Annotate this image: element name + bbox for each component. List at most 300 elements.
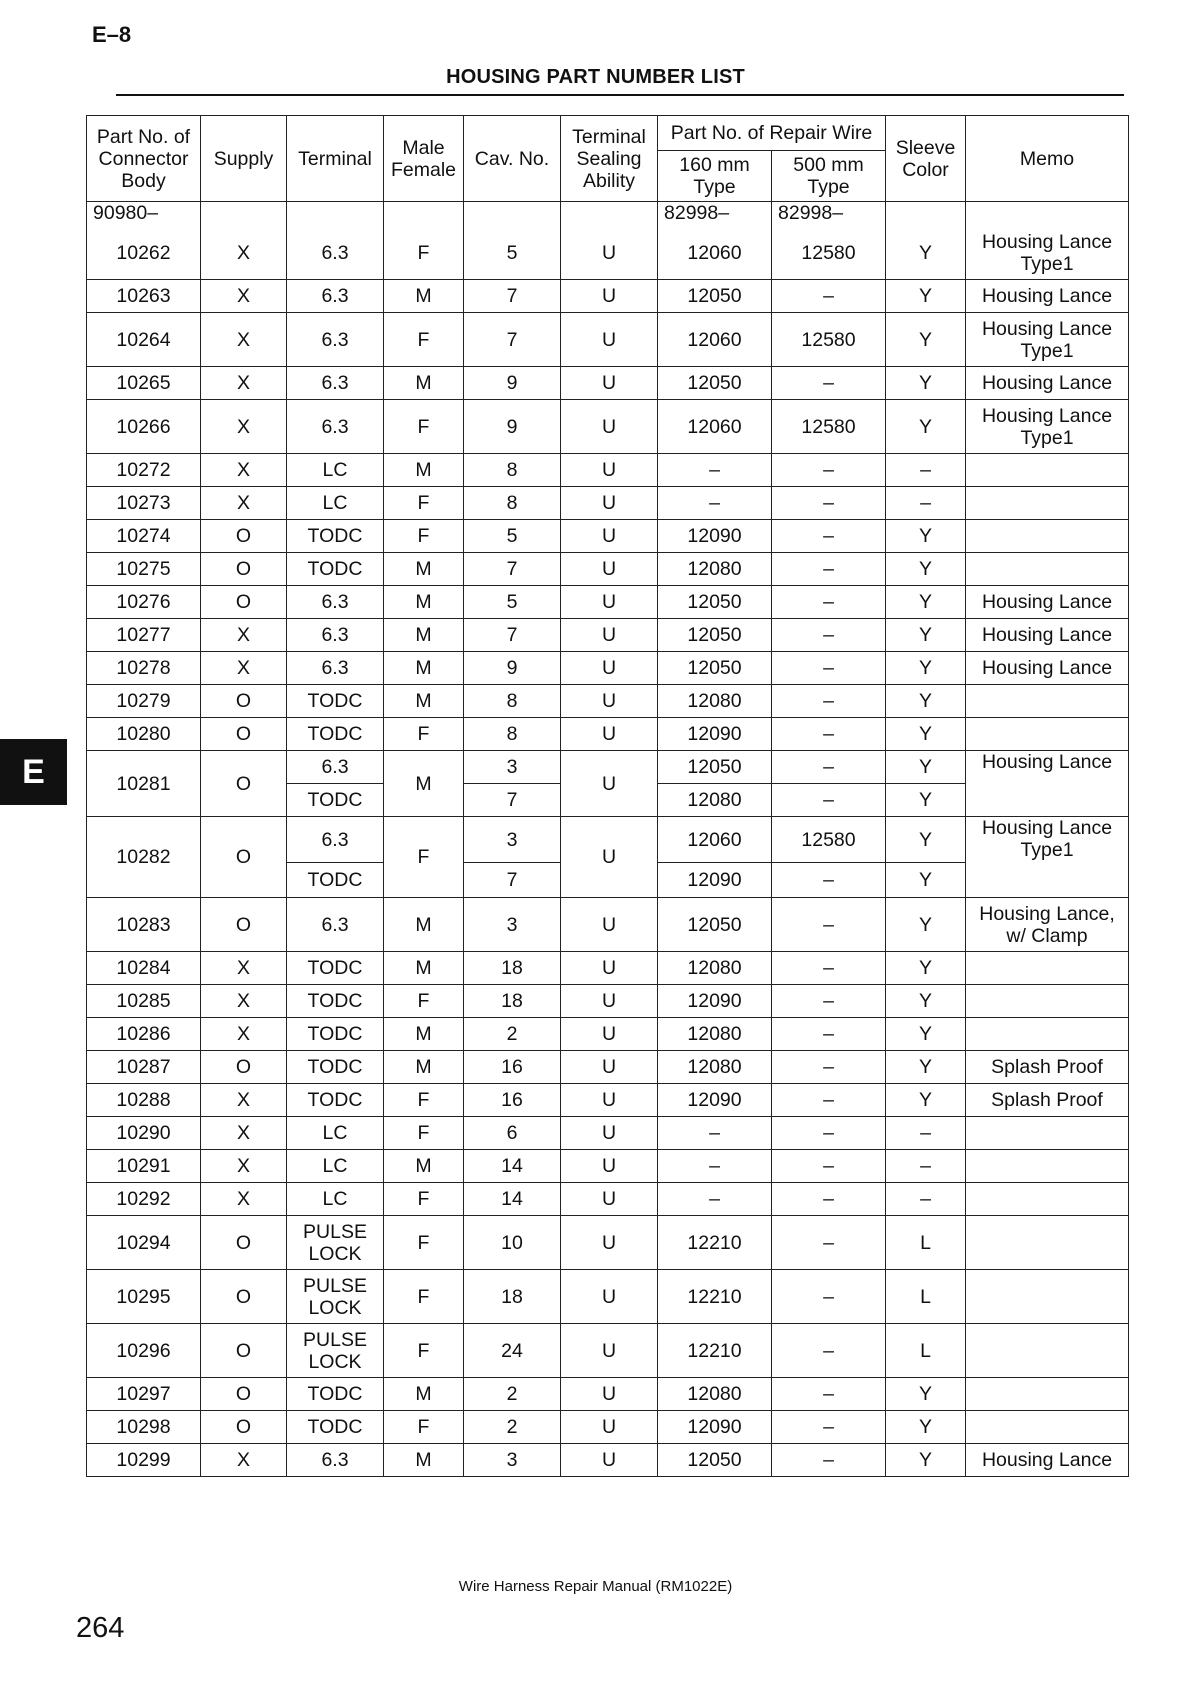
- cell-memo: [966, 1216, 1129, 1270]
- cell-sealing: U: [561, 898, 658, 952]
- header-memo: Memo: [966, 116, 1129, 202]
- table-row: [87, 520, 1129, 553]
- prefix-row: [87, 202, 1129, 227]
- table-row: [87, 952, 1129, 985]
- cell-memo: [966, 685, 1129, 718]
- cell-part-no: 10291: [87, 1150, 201, 1183]
- cell-part-no: 10297: [87, 1378, 201, 1411]
- cell-memo: [966, 487, 1129, 520]
- table-body: [87, 202, 1129, 1477]
- cell-cav-no: 8: [464, 685, 561, 718]
- cell-sealing: U: [561, 817, 658, 898]
- cell-wire-160: 12060: [658, 400, 772, 454]
- cell-sleeve-color: –: [886, 487, 966, 520]
- cell-wire-500: –: [772, 718, 886, 751]
- cell-cav-no: 8: [464, 718, 561, 751]
- cell-cav-no: 3: [464, 817, 561, 863]
- cell-terminal: TODC: [287, 520, 384, 553]
- memo-line: Housing Lance: [981, 317, 1113, 340]
- cell-wire-500: –: [772, 784, 886, 817]
- cell-part-no: 10298: [87, 1411, 201, 1444]
- cell-male-female: F: [384, 1117, 464, 1150]
- cell-sleeve-color: Y: [886, 586, 966, 619]
- memo-line: Housing Lance: [981, 1449, 1113, 1471]
- cell-sealing: U: [561, 1411, 658, 1444]
- cell-wire-160: 12080: [658, 1378, 772, 1411]
- cell-male-female: F: [384, 1270, 464, 1324]
- cell-sleeve-color: Y: [886, 1051, 966, 1084]
- cell-supply: X: [201, 1183, 287, 1216]
- cell-terminal: 6.3: [287, 817, 384, 863]
- cell-part-no: 10264: [87, 313, 201, 367]
- memo-line: Housing Lance: [981, 751, 1113, 773]
- cell-wire-160: 12050: [658, 586, 772, 619]
- cell-sealing: U: [561, 985, 658, 1018]
- cell-wire-160: 12210: [658, 1324, 772, 1378]
- cell-memo: [966, 226, 1129, 280]
- memo-line: w/ Clamp: [1006, 924, 1088, 947]
- cell-wire-160: 12060: [658, 313, 772, 367]
- cell-terminal: TODC: [287, 1018, 384, 1051]
- header-wire-500: 500 mm Type: [772, 151, 886, 202]
- cell-supply: O: [201, 1378, 287, 1411]
- cell-terminal: 6.3: [287, 400, 384, 454]
- cell-wire-160: 12050: [658, 751, 772, 784]
- cell-male-female: F: [384, 718, 464, 751]
- cell-sleeve-color: Y: [886, 1084, 966, 1117]
- cell-wire-500: –: [772, 1117, 886, 1150]
- header-repair-wire: Part No. of Repair Wire: [658, 116, 886, 151]
- table-row: [87, 553, 1129, 586]
- cell-male-female: M: [384, 1150, 464, 1183]
- cell-cav-no: 9: [464, 367, 561, 400]
- table-row: [87, 313, 1129, 367]
- cell-male-female: M: [384, 751, 464, 817]
- cell-sleeve-color: Y: [886, 952, 966, 985]
- cell-wire-500: –: [772, 520, 886, 553]
- cell-male-female: M: [384, 1018, 464, 1051]
- table-row: [87, 652, 1129, 685]
- cell-terminal: [287, 1270, 384, 1324]
- cell-part-no: 10275: [87, 553, 201, 586]
- cell-terminal: TODC: [287, 1411, 384, 1444]
- cell-supply: O: [201, 1216, 287, 1270]
- cell-memo: [966, 985, 1129, 1018]
- memo-line: Housing Lance: [981, 657, 1113, 679]
- memo-line: Housing Lance,: [979, 902, 1115, 925]
- header-sealing: Terminal Sealing Ability: [561, 116, 658, 202]
- prefix-wire-500: 82998–: [772, 202, 886, 227]
- cell-sleeve-color: Y: [886, 898, 966, 952]
- cell-male-female: F: [384, 1324, 464, 1378]
- cell-sleeve-color: L: [886, 1324, 966, 1378]
- cell-wire-160: –: [658, 1183, 772, 1216]
- memo-line: Type1: [1020, 839, 1074, 861]
- cell-sleeve-color: Y: [886, 751, 966, 784]
- cell-male-female: F: [384, 817, 464, 898]
- cell-terminal: 6.3: [287, 898, 384, 952]
- cell-male-female: F: [384, 400, 464, 454]
- cell-wire-160: 12090: [658, 985, 772, 1018]
- page-title: HOUSING PART NUMBER LIST: [446, 66, 745, 88]
- cell-memo: [966, 652, 1129, 685]
- table-row: [87, 1150, 1129, 1183]
- table-row: [87, 400, 1129, 454]
- cell-sealing: U: [561, 1324, 658, 1378]
- cell-wire-500: –: [772, 1051, 886, 1084]
- cell-part-no: 10273: [87, 487, 201, 520]
- cell-wire-160: –: [658, 1117, 772, 1150]
- cell-wire-160: 12090: [658, 863, 772, 898]
- cell-sealing: U: [561, 952, 658, 985]
- cell-supply: X: [201, 400, 287, 454]
- table-row: [87, 985, 1129, 1018]
- cell-sealing: U: [561, 454, 658, 487]
- cell-male-female: M: [384, 685, 464, 718]
- cell-wire-160: 12080: [658, 1018, 772, 1051]
- cell-male-female: M: [384, 1378, 464, 1411]
- cell-memo: [966, 898, 1129, 952]
- cell-male-female: M: [384, 1444, 464, 1477]
- cell-sealing: U: [561, 1117, 658, 1150]
- cell-sleeve-color: –: [886, 1150, 966, 1183]
- table-row: [87, 1018, 1129, 1051]
- cell-wire-500: –: [772, 1216, 886, 1270]
- table-row: [87, 1324, 1129, 1378]
- cell-sleeve-color: Y: [886, 553, 966, 586]
- cell-part-no: 10296: [87, 1324, 201, 1378]
- cell-part-no: 10292: [87, 1183, 201, 1216]
- cell-sealing: U: [561, 226, 658, 280]
- cell-supply: X: [201, 454, 287, 487]
- cell-supply: O: [201, 1411, 287, 1444]
- memo-line: Splash Proof: [991, 1056, 1103, 1078]
- cell-wire-160: 12050: [658, 280, 772, 313]
- cell-terminal: 6.3: [287, 652, 384, 685]
- table-row: [87, 718, 1129, 751]
- memo-line: Type1: [1020, 252, 1074, 275]
- cell-supply: O: [201, 520, 287, 553]
- cell-cav-no: 16: [464, 1084, 561, 1117]
- cell-male-female: M: [384, 367, 464, 400]
- cell-sleeve-color: Y: [886, 652, 966, 685]
- cell-part-no: 10262: [87, 226, 201, 280]
- cell-memo: [966, 520, 1129, 553]
- title-rule: [116, 94, 1124, 96]
- cell-sealing: U: [561, 1018, 658, 1051]
- cell-memo: [966, 280, 1129, 313]
- cell-cav-no: 5: [464, 520, 561, 553]
- cell-cav-no: 18: [464, 985, 561, 1018]
- header-sleeve-color: Sleeve Color: [886, 116, 966, 202]
- cell-part-no: 10286: [87, 1018, 201, 1051]
- cell-terminal: 6.3: [287, 1444, 384, 1477]
- cell-sealing: U: [561, 313, 658, 367]
- cell-supply: X: [201, 619, 287, 652]
- cell-male-female: M: [384, 952, 464, 985]
- cell-wire-500: 12580: [772, 817, 886, 863]
- cell-memo: [966, 586, 1129, 619]
- cell-sealing: U: [561, 367, 658, 400]
- cell-sealing: U: [561, 718, 658, 751]
- table-row: [87, 619, 1129, 652]
- cell-sealing: U: [561, 400, 658, 454]
- cell-cav-no: 8: [464, 487, 561, 520]
- cell-wire-500: 12580: [772, 400, 886, 454]
- header-part-no: Part No. of Connector Body: [87, 116, 201, 202]
- cell-memo: [966, 454, 1129, 487]
- cell-male-female: M: [384, 652, 464, 685]
- cell-cav-no: 3: [464, 751, 561, 784]
- cell-supply: X: [201, 952, 287, 985]
- cell-wire-500: –: [772, 952, 886, 985]
- cell-wire-160: 12050: [658, 898, 772, 952]
- cell-sleeve-color: L: [886, 1216, 966, 1270]
- cell-cav-no: 6: [464, 1117, 561, 1150]
- table-row: [87, 817, 1129, 863]
- cell-wire-160: 12050: [658, 619, 772, 652]
- cell-male-female: M: [384, 586, 464, 619]
- cell-sealing: U: [561, 1150, 658, 1183]
- cell-terminal: TODC: [287, 1084, 384, 1117]
- cell-part-no: 10294: [87, 1216, 201, 1270]
- cell-cav-no: 3: [464, 1444, 561, 1477]
- cell-sleeve-color: Y: [886, 1411, 966, 1444]
- header-cav-no: Cav. No.: [464, 116, 561, 202]
- cell-sleeve-color: Y: [886, 1018, 966, 1051]
- cell-terminal: LC: [287, 1150, 384, 1183]
- cell-wire-500: –: [772, 1183, 886, 1216]
- cell-wire-500: –: [772, 898, 886, 952]
- table-row: [87, 685, 1129, 718]
- cell-terminal: [287, 1216, 384, 1270]
- cell-supply: O: [201, 586, 287, 619]
- cell-sleeve-color: Y: [886, 863, 966, 898]
- cell-cav-no: 7: [464, 863, 561, 898]
- memo-line: Type1: [1020, 339, 1074, 362]
- cell-part-no: 10282: [87, 817, 201, 898]
- cell-terminal: TODC: [287, 985, 384, 1018]
- cell-memo: [966, 952, 1129, 985]
- cell-terminal: TODC: [287, 863, 384, 898]
- cell-cav-no: 14: [464, 1183, 561, 1216]
- cell-sleeve-color: Y: [886, 367, 966, 400]
- prefix-part-no: 90980–: [87, 202, 201, 227]
- cell-part-no: 10299: [87, 1444, 201, 1477]
- cell-cav-no: 10: [464, 1216, 561, 1270]
- cell-supply: X: [201, 367, 287, 400]
- cell-sealing: U: [561, 751, 658, 817]
- cell-cav-no: 7: [464, 313, 561, 367]
- cell-cav-no: 5: [464, 586, 561, 619]
- cell-wire-160: 12080: [658, 1051, 772, 1084]
- cell-supply: X: [201, 1117, 287, 1150]
- cell-terminal: 6.3: [287, 226, 384, 280]
- cell-sleeve-color: –: [886, 1183, 966, 1216]
- cell-supply: O: [201, 751, 287, 817]
- cell-sealing: U: [561, 586, 658, 619]
- cell-sealing: U: [561, 1051, 658, 1084]
- table-row: [87, 1117, 1129, 1150]
- cell-sealing: U: [561, 652, 658, 685]
- cell-terminal: TODC: [287, 784, 384, 817]
- table-row: [87, 1411, 1129, 1444]
- cell-terminal: TODC: [287, 1378, 384, 1411]
- cell-sleeve-color: Y: [886, 280, 966, 313]
- cell-wire-160: –: [658, 487, 772, 520]
- cell-cav-no: 7: [464, 553, 561, 586]
- section-code: E–8: [92, 22, 132, 47]
- cell-cav-no: 16: [464, 1051, 561, 1084]
- cell-wire-160: 12080: [658, 553, 772, 586]
- cell-sleeve-color: L: [886, 1270, 966, 1324]
- cell-sleeve-color: Y: [886, 718, 966, 751]
- table-row: [87, 1084, 1129, 1117]
- cell-cav-no: 18: [464, 952, 561, 985]
- cell-sleeve-color: Y: [886, 1378, 966, 1411]
- cell-part-no: 10285: [87, 985, 201, 1018]
- cell-terminal: LC: [287, 1183, 384, 1216]
- table-row: [87, 367, 1129, 400]
- cell-male-female: F: [384, 520, 464, 553]
- cell-memo: [966, 1324, 1129, 1378]
- cell-sleeve-color: Y: [886, 313, 966, 367]
- memo-line: Housing Lance: [981, 817, 1113, 839]
- cell-part-no: 10265: [87, 367, 201, 400]
- cell-terminal-line: PULSE: [303, 1220, 367, 1243]
- memo-line: Splash Proof: [991, 1089, 1103, 1111]
- cell-part-no: 10281: [87, 751, 201, 817]
- cell-supply: O: [201, 898, 287, 952]
- cell-wire-160: 12080: [658, 784, 772, 817]
- cell-terminal-line: PULSE: [303, 1328, 367, 1351]
- cell-wire-500: –: [772, 586, 886, 619]
- cell-memo: [966, 1444, 1129, 1477]
- table-row: [87, 586, 1129, 619]
- cell-cav-no: 2: [464, 1018, 561, 1051]
- memo-line: Housing Lance: [981, 230, 1113, 253]
- table-row: [87, 751, 1129, 784]
- cell-male-female: M: [384, 280, 464, 313]
- cell-terminal: TODC: [287, 685, 384, 718]
- table-row: [87, 1216, 1129, 1270]
- cell-sleeve-color: Y: [886, 784, 966, 817]
- cell-wire-160: –: [658, 454, 772, 487]
- table-row: [87, 280, 1129, 313]
- cell-cav-no: 7: [464, 619, 561, 652]
- cell-part-no: 10279: [87, 685, 201, 718]
- cell-cav-no: 3: [464, 898, 561, 952]
- cell-sleeve-color: Y: [886, 985, 966, 1018]
- cell-sealing: U: [561, 619, 658, 652]
- cell-sleeve-color: Y: [886, 685, 966, 718]
- cell-wire-500: –: [772, 1444, 886, 1477]
- cell-sealing: U: [561, 1270, 658, 1324]
- memo-line: Housing Lance: [981, 404, 1113, 427]
- cell-memo: [966, 619, 1129, 652]
- cell-part-no: 10290: [87, 1117, 201, 1150]
- cell-wire-500: –: [772, 454, 886, 487]
- cell-terminal-line: LOCK: [308, 1242, 362, 1265]
- cell-supply: X: [201, 1018, 287, 1051]
- memo-line: Housing Lance: [981, 285, 1113, 307]
- cell-part-no: 10266: [87, 400, 201, 454]
- cell-sleeve-color: Y: [886, 400, 966, 454]
- cell-memo: [966, 751, 1129, 817]
- cell-wire-500: –: [772, 863, 886, 898]
- cell-male-female: F: [384, 1411, 464, 1444]
- cell-male-female: F: [384, 1216, 464, 1270]
- cell-cav-no: 9: [464, 400, 561, 454]
- cell-cav-no: 18: [464, 1270, 561, 1324]
- cell-memo: [966, 1051, 1129, 1084]
- cell-part-no: 10278: [87, 652, 201, 685]
- cell-wire-500: –: [772, 280, 886, 313]
- cell-memo: [966, 1411, 1129, 1444]
- cell-wire-500: –: [772, 985, 886, 1018]
- cell-terminal-line: LOCK: [308, 1350, 362, 1373]
- cell-wire-160: 12050: [658, 367, 772, 400]
- cell-memo: [966, 1378, 1129, 1411]
- cell-supply: O: [201, 553, 287, 586]
- cell-terminal: TODC: [287, 1051, 384, 1084]
- table-row: [87, 226, 1129, 280]
- cell-memo: [966, 1018, 1129, 1051]
- cell-wire-160: 12090: [658, 1084, 772, 1117]
- cell-terminal: 6.3: [287, 619, 384, 652]
- table-row: [87, 898, 1129, 952]
- cell-terminal: LC: [287, 1117, 384, 1150]
- cell-memo: [966, 553, 1129, 586]
- cell-wire-500: –: [772, 1378, 886, 1411]
- cell-male-female: F: [384, 1084, 464, 1117]
- table-row: [87, 1444, 1129, 1477]
- cell-male-female: F: [384, 1183, 464, 1216]
- cell-wire-500: –: [772, 1018, 886, 1051]
- cell-terminal: 6.3: [287, 367, 384, 400]
- cell-male-female: M: [384, 553, 464, 586]
- cell-male-female: M: [384, 1051, 464, 1084]
- header-male-female: Male Female: [384, 116, 464, 202]
- cell-wire-500: –: [772, 553, 886, 586]
- cell-part-no: 10295: [87, 1270, 201, 1324]
- cell-wire-500: –: [772, 487, 886, 520]
- cell-supply: O: [201, 1324, 287, 1378]
- cell-sealing: U: [561, 280, 658, 313]
- table-row: [87, 1051, 1129, 1084]
- cell-male-female: M: [384, 619, 464, 652]
- header-wire-160: 160 mm Type: [658, 151, 772, 202]
- cell-cav-no: 8: [464, 454, 561, 487]
- cell-part-no: 10280: [87, 718, 201, 751]
- cell-wire-500: –: [772, 367, 886, 400]
- cell-cav-no: 9: [464, 652, 561, 685]
- cell-part-no: 10283: [87, 898, 201, 952]
- section-tab: E: [0, 739, 67, 805]
- table-row: [87, 1183, 1129, 1216]
- cell-sleeve-color: Y: [886, 817, 966, 863]
- cell-supply: O: [201, 685, 287, 718]
- cell-cav-no: 14: [464, 1150, 561, 1183]
- cell-supply: X: [201, 1444, 287, 1477]
- cell-memo: [966, 1150, 1129, 1183]
- cell-sleeve-color: Y: [886, 1444, 966, 1477]
- cell-male-female: M: [384, 898, 464, 952]
- housing-part-table: [86, 115, 1129, 1477]
- cell-terminal: TODC: [287, 718, 384, 751]
- cell-sleeve-color: Y: [886, 619, 966, 652]
- cell-sealing: U: [561, 1216, 658, 1270]
